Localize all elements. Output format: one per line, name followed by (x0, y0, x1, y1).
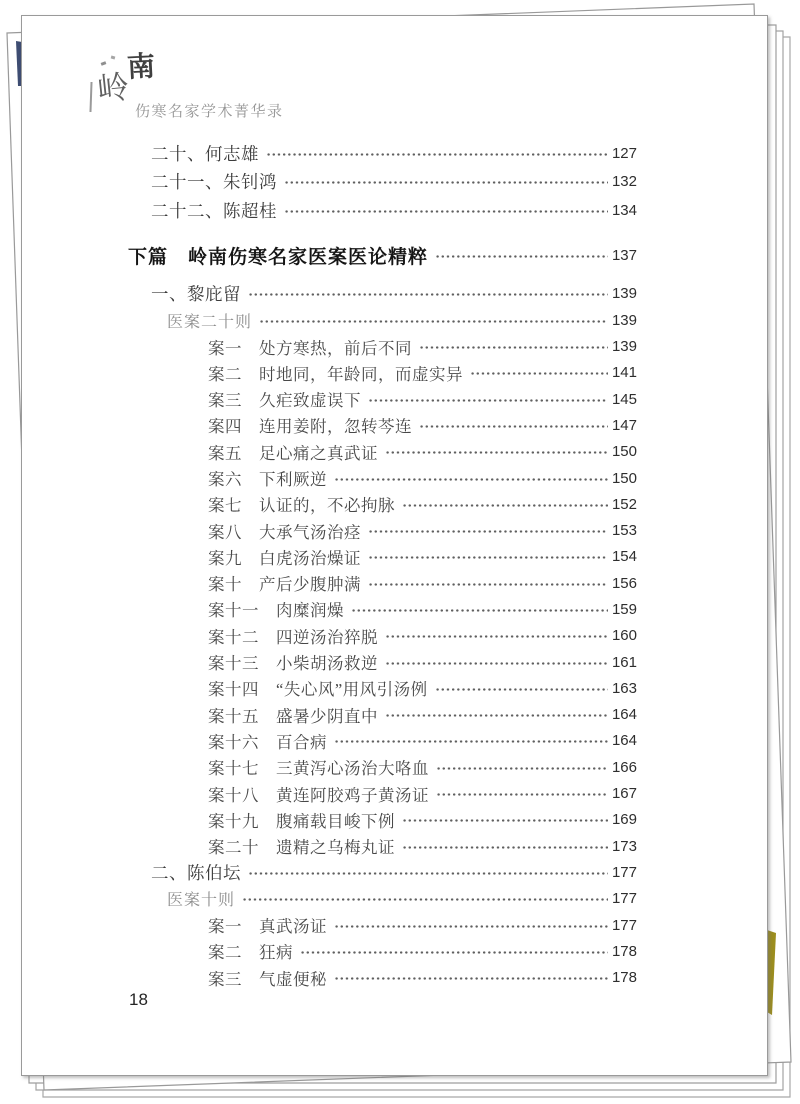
toc-page-number: 167 (611, 785, 637, 803)
toc-page-number: 134 (611, 201, 637, 219)
dot-leader (334, 925, 608, 928)
toc-entry-text: 案一 处方寒热，前后不同 (208, 338, 412, 358)
toc-row (22, 912, 637, 938)
toc-page-number: 160 (611, 627, 637, 645)
toc-row (22, 965, 637, 991)
toc-row (22, 544, 637, 570)
dot-leader (402, 819, 608, 822)
toc-row (22, 333, 637, 359)
toc-row (22, 139, 637, 168)
toc-row (22, 886, 637, 912)
dot-leader (284, 181, 608, 184)
dot-leader (385, 635, 608, 638)
toc-page-number: 163 (611, 679, 637, 697)
toc-entry-text: 案二 时地同，年龄同，而虚实异 (208, 364, 463, 384)
dot-leader (242, 898, 608, 901)
toc-entry-text: 案一 真武汤证 (208, 917, 327, 937)
dot-leader (284, 210, 608, 213)
toc-row (22, 360, 637, 386)
toc-page-number: 159 (611, 600, 637, 618)
toc-page-number: 145 (611, 390, 637, 408)
toc-page-number: 161 (611, 653, 637, 671)
toc-page-number: 164 (611, 706, 637, 724)
toc-entry-text: 案八 大承气汤治痉 (208, 522, 361, 542)
toc-page-number: 177 (611, 890, 637, 908)
toc-row (22, 833, 637, 859)
dot-leader (334, 740, 608, 743)
toc-row (22, 780, 637, 806)
toc-entry-text: 案十八 黄连阿胶鸡子黄汤证 (208, 785, 429, 805)
toc-entry-text: 案十五 盛暑少阴直中 (208, 706, 378, 726)
toc-row (22, 491, 637, 517)
logo-character-ling: 岭 (95, 68, 131, 108)
dot-leader (248, 293, 608, 296)
dot-leader (351, 609, 608, 612)
toc-entry-text: 案十二 四逆汤治猝脱 (208, 627, 378, 647)
dot-leader (368, 399, 608, 402)
toc-entry-text: 二十一、朱钊鸿 (151, 172, 277, 193)
toc-page-number: 154 (611, 548, 637, 566)
toc-row (22, 649, 637, 675)
toc-entry-text: 案十四 “失心风”用风引汤例 (208, 680, 428, 700)
folio-page-number: 18 (129, 990, 148, 1009)
toc-row (22, 196, 637, 225)
toc-page-number: 150 (611, 443, 637, 461)
toc-entry-text: 案十一 肉糜润燥 (208, 601, 344, 621)
dot-leader (385, 714, 608, 717)
toc-entry-text: 案五 足心痛之真武证 (208, 443, 378, 463)
dot-leader (436, 793, 608, 796)
toc-page-number: 178 (611, 942, 637, 960)
toc-row (22, 168, 637, 197)
toc-row (22, 570, 637, 596)
toc-row (22, 938, 637, 964)
toc-entry-text: 案十三 小柴胡汤救逆 (208, 654, 378, 674)
dot-leader (334, 478, 608, 481)
toc-page-number: 132 (611, 173, 637, 191)
dot-leader (470, 372, 608, 375)
toc-row (22, 702, 637, 728)
toc-page-number: 178 (611, 969, 637, 987)
toc-entry-text: 案四 连用姜附，忽转芩连 (208, 417, 412, 437)
toc-page-number: 164 (611, 732, 637, 750)
toc-entry-text: 二十、何志雄 (151, 143, 259, 164)
dot-leader (248, 872, 608, 875)
toc-page-number: 137 (611, 246, 637, 264)
toc-row (22, 412, 637, 438)
toc-row (22, 675, 637, 701)
dot-leader (436, 767, 608, 770)
toc-page-number: 153 (611, 522, 637, 540)
dot-leader (419, 346, 608, 349)
toc-row (22, 596, 637, 622)
toc-entry-text: 案十 产后少腹肿满 (208, 575, 361, 595)
dot-leader (300, 951, 608, 954)
dot-leader (266, 153, 608, 156)
toc-row (22, 807, 637, 833)
toc-page-number: 169 (611, 811, 637, 829)
toc-row (22, 859, 637, 885)
toc-row (22, 439, 637, 465)
toc-page-number: 156 (611, 574, 637, 592)
dot-leader (419, 425, 608, 428)
toc-entry-text: 案三 久疟致虚误下 (208, 391, 361, 411)
toc-entry-text: 一、黎庇留 (151, 284, 241, 305)
toc-entry-text: 案二 狂病 (208, 943, 293, 963)
dot-leader (368, 530, 608, 533)
logo-ink-stroke (89, 82, 92, 112)
toc-entry-text: 案十六 百合病 (208, 732, 327, 752)
toc-row (22, 517, 637, 543)
logo-ink-speck (101, 61, 107, 66)
toc-page-number: 139 (611, 285, 637, 303)
toc-entry-text: 下篇 岭南伤寒名家医案医论精粹 (128, 246, 429, 268)
toc-entry-text: 二十二、陈超桂 (151, 200, 277, 221)
toc-row (22, 754, 637, 780)
toc-entry-text: 案十七 三黄泻心汤治大咯血 (208, 759, 429, 779)
toc-entry-text: 医案二十则 (167, 313, 253, 331)
toc-entry-text: 案十九 腹痛载目峻下例 (208, 811, 395, 831)
toc-page-number: 150 (611, 469, 637, 487)
toc-entry-text: 案七 认证的，不必拘脉 (208, 496, 395, 516)
toc-row (22, 241, 637, 270)
main-sheet (21, 15, 768, 1076)
dot-leader (368, 583, 608, 586)
dot-leader (368, 556, 608, 559)
toc-entry-text: 案九 白虎汤治燥证 (208, 548, 361, 568)
toc-row (22, 386, 637, 412)
toc-entry-text: 案二十 遗精之乌梅丸证 (208, 838, 395, 858)
toc-row (22, 465, 637, 491)
toc-page-number: 139 (611, 338, 637, 356)
toc-row (22, 281, 637, 307)
toc-entry-text: 医案十则 (167, 892, 236, 910)
toc-page-number: 127 (611, 144, 637, 162)
dot-leader (402, 504, 608, 507)
toc-entry-text: 案六 下利厥逆 (208, 470, 327, 489)
toc-page-number: 177 (611, 916, 637, 934)
dot-leader (402, 846, 608, 849)
toc-page-number: 173 (611, 837, 637, 855)
toc-row (22, 307, 637, 333)
dot-leader (385, 662, 608, 665)
logo-character-nan: 南 (126, 51, 156, 84)
dot-leader (435, 255, 608, 258)
toc-entry-text: 二、陈伯坛 (151, 862, 241, 883)
dot-leader (385, 451, 608, 454)
dot-leader (435, 688, 608, 691)
toc-page-number: 139 (611, 311, 637, 329)
toc-row (22, 728, 637, 754)
toc (22, 139, 637, 991)
toc-page-number: 177 (611, 863, 637, 881)
toc-page-number: 152 (611, 495, 637, 513)
toc-entry-text: 案三 气虚便秘 (208, 969, 327, 989)
dot-leader (334, 977, 608, 980)
toc-page-number: 166 (611, 758, 637, 776)
toc-page-number: 147 (611, 416, 637, 434)
dot-leader (259, 320, 608, 323)
toc-row (22, 623, 637, 649)
logo-ink-speck (111, 56, 116, 60)
book-subtitle: 伤寒名家学术菁华录 (135, 104, 284, 120)
book-logo (89, 51, 349, 136)
toc-page-number: 141 (611, 364, 637, 382)
